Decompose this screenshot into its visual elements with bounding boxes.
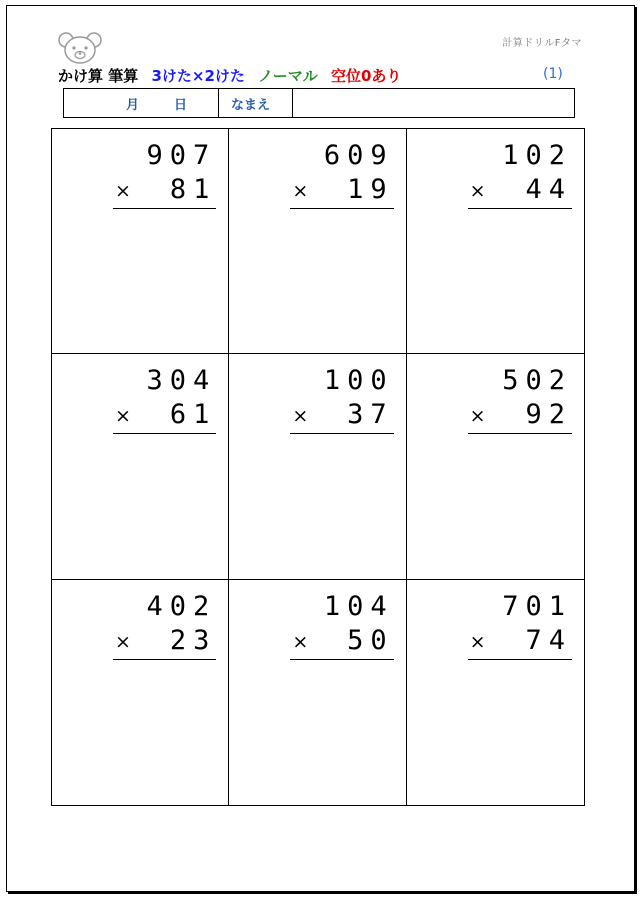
multiply-sign: ×: [292, 630, 309, 653]
answer-rule: [290, 208, 393, 209]
multiplicand: 102: [502, 140, 572, 171]
problem-cell[interactable]: [52, 580, 229, 805]
multiplicand: 502: [502, 365, 572, 397]
answer-rule: [468, 208, 572, 209]
date-field[interactable]: [64, 89, 219, 117]
answer-rule: [468, 433, 572, 434]
problem-cell[interactable]: [229, 354, 406, 579]
multiplicand: 304: [146, 365, 217, 397]
title-topic: かけ算 筆算: [58, 67, 139, 85]
problem-cell[interactable]: [407, 580, 584, 805]
day-label: 日: [174, 98, 188, 113]
bear-logo-icon: [57, 31, 103, 65]
answer-rule: [113, 208, 216, 209]
multiplicand: 907: [146, 140, 217, 171]
answer-rule: [113, 659, 216, 660]
title-level: ノーマル: [258, 67, 318, 85]
problem-cell[interactable]: [229, 129, 406, 354]
answer-rule: [290, 659, 393, 660]
multiply-sign: ×: [115, 405, 131, 428]
multiplicand: 104: [323, 590, 394, 622]
name-date-bar: [63, 88, 575, 118]
multiplier: 44: [525, 174, 572, 205]
multiplicand: 100: [323, 365, 394, 397]
multiply-sign: ×: [469, 180, 486, 202]
problem-cell[interactable]: [52, 129, 229, 354]
multiply-sign: ×: [292, 405, 309, 428]
multiplier: 50: [347, 624, 394, 656]
multiplicand: 701: [502, 590, 572, 622]
multiplier: 61: [169, 399, 217, 431]
multiplicand: 609: [323, 140, 394, 171]
name-field[interactable]: [293, 89, 574, 117]
answer-rule: [290, 433, 393, 434]
answer-rule: [468, 659, 572, 660]
multiply-sign: ×: [469, 405, 486, 428]
problem-grid: [51, 128, 585, 806]
multiplier: 23: [169, 624, 217, 656]
problem-cell[interactable]: [407, 354, 584, 579]
multiply-sign: ×: [115, 180, 131, 202]
multiplier: 19: [347, 174, 394, 205]
problem-cell[interactable]: [229, 580, 406, 805]
page-number: (1): [543, 66, 563, 82]
name-label: なまえ: [219, 89, 293, 117]
problem-cell[interactable]: [407, 129, 584, 354]
brand-label: 計算ドリルFタマ: [502, 38, 582, 49]
worksheet-title: [58, 65, 409, 86]
problem-cell[interactable]: [52, 354, 229, 579]
title-condition: 空位0あり: [330, 67, 402, 85]
answer-rule: [113, 433, 216, 434]
title-digits: 3けた×2けた: [151, 67, 245, 85]
multiply-sign: ×: [292, 180, 309, 202]
multiply-sign: ×: [115, 630, 131, 653]
multiplicand: 402: [146, 590, 217, 622]
multiplier: 81: [169, 174, 217, 205]
multiply-sign: ×: [469, 630, 486, 653]
multiplier: 74: [525, 624, 572, 656]
month-label: 月: [126, 98, 140, 113]
multiplier: 37: [347, 399, 394, 431]
multiplier: 92: [525, 399, 572, 431]
